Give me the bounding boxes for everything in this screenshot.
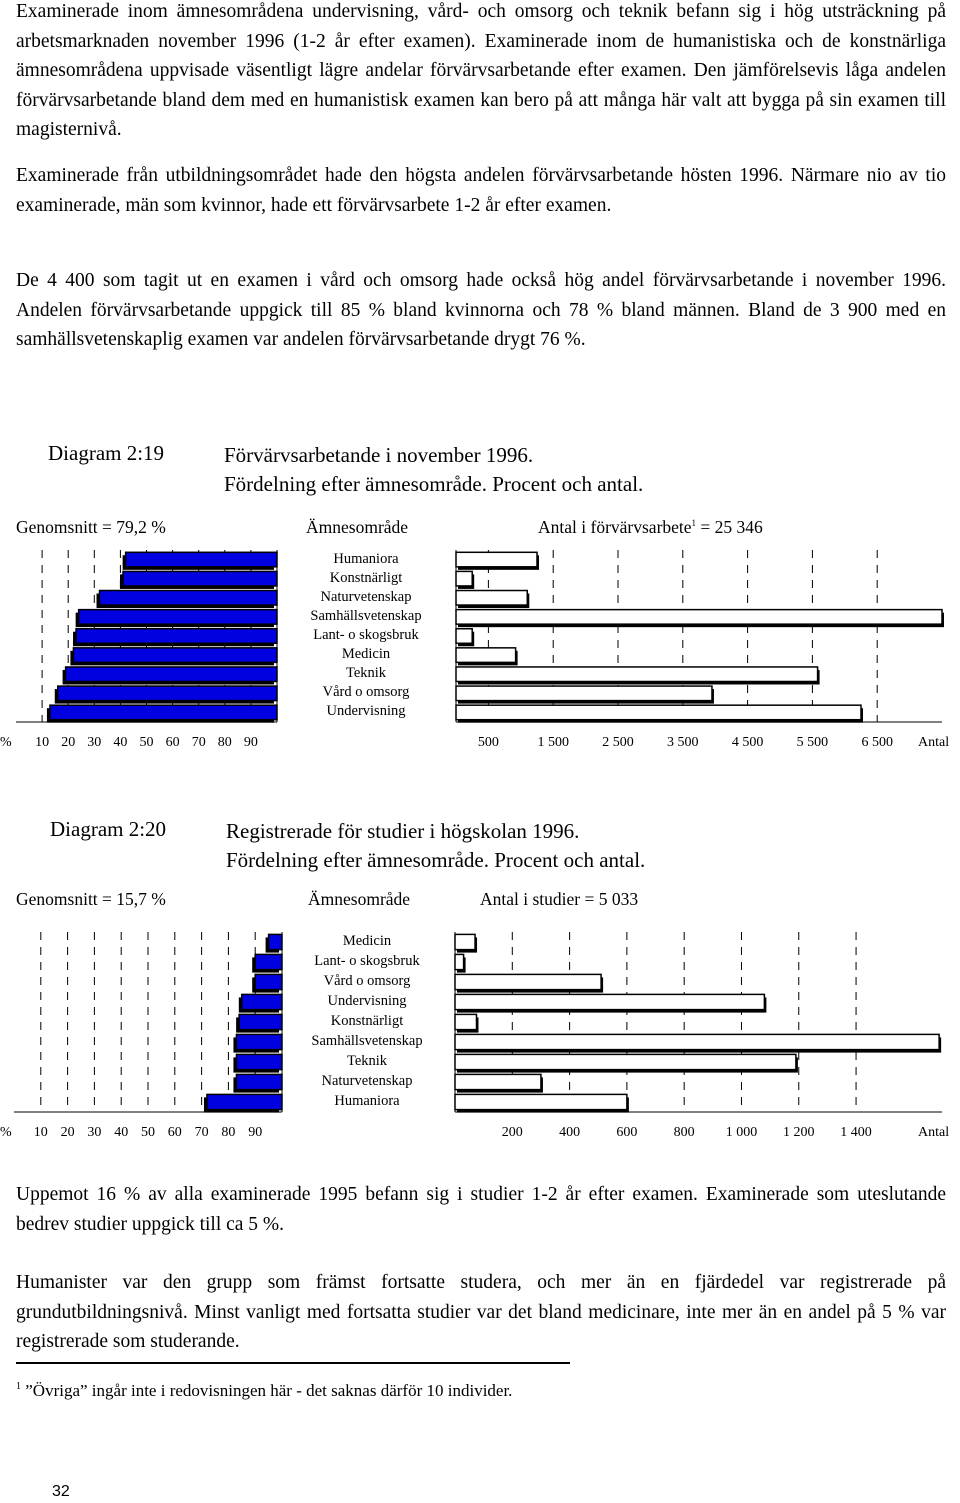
body-paragraph-1: Examinerade inom ämnesområdena undervisning, vård- och omsorg och teknik befann sig i hög utsträckning på arbetsmarknaden november 1996 (1-2 år efter examen). Examinerade inom de humanistiska och de konstnärliga ämnesområdena uppvisade väsentligt lägre andelar förvärvsarbetande efter examen. Den jämförelsevis låga andelen förvärvsarbetande bland dem med en humanistisk examen kan bero på att många här valt att bygga på sin examen till magisternivå. bbox=[16, 1, 946, 141]
count-bar bbox=[455, 1054, 796, 1069]
body-paragraph-4: Uppemot 16 % av alla examinerade 1995 befann sig i studier 1-2 år efter examen. Examinerade som uteslutande bedrev studier uppgick till ca 5 %. bbox=[16, 1184, 946, 1235]
tick-label: 80 bbox=[221, 1125, 236, 1140]
category-label: Teknik bbox=[345, 665, 387, 682]
tick-label: 10 bbox=[33, 1125, 48, 1140]
percent-bar bbox=[207, 1094, 282, 1109]
tick-label: 70 bbox=[191, 735, 206, 750]
category-label: Vård o omsorg bbox=[322, 684, 410, 701]
diagram-number: Diagram 2:20 bbox=[50, 817, 167, 841]
axis-unit-percent: % bbox=[0, 1125, 12, 1140]
tick-label: 70 bbox=[194, 1125, 209, 1140]
tick-label: 90 bbox=[243, 735, 258, 750]
tick-label: 600 bbox=[616, 1125, 638, 1140]
category-label: Konstnärligt bbox=[330, 1013, 404, 1029]
percent-bar bbox=[255, 954, 282, 969]
category-label: Medicin bbox=[342, 933, 392, 949]
percent-bar bbox=[269, 934, 282, 949]
category-label: Medicin bbox=[341, 646, 391, 663]
count-bar bbox=[455, 954, 464, 969]
footnote-divider bbox=[16, 1362, 570, 1364]
tick-label: 90 bbox=[248, 1125, 263, 1140]
tick-label: 6 500 bbox=[861, 735, 893, 750]
tick-label: 40 bbox=[114, 1125, 129, 1140]
percent-bar bbox=[239, 1014, 282, 1029]
count-bar bbox=[455, 994, 764, 1009]
diagram-title-line2: Fördelning efter ämnesområde. Procent och antal. bbox=[224, 472, 644, 496]
axis-unit-count: Antal bbox=[918, 1125, 950, 1140]
subject-area-header: Ämnesområde bbox=[308, 889, 411, 909]
footnote-mark: 1 bbox=[691, 518, 697, 529]
count-header: Antal i studier = 5 033 bbox=[480, 889, 639, 909]
tick-label: 500 bbox=[477, 735, 499, 750]
tick-label: 60 bbox=[165, 735, 180, 750]
diagram-number: Diagram 2:19 bbox=[48, 441, 165, 465]
percent-bar bbox=[236, 1074, 282, 1089]
tick-label: 5 500 bbox=[796, 735, 829, 750]
category-label: Teknik bbox=[346, 1053, 388, 1069]
count-bar bbox=[455, 1094, 627, 1109]
body-paragraph-2: Examinerade från utbildningsområdet hade den högsta andelen förvärvsarbetande hösten 1996. Närmare nio av tio examinerade, män som kvinnor, hade ett förvärvsarbete 1-2 år efter examen. bbox=[16, 165, 946, 216]
percent-bar bbox=[242, 994, 282, 1009]
percent-bar bbox=[255, 974, 282, 989]
tick-label: 200 bbox=[501, 1125, 523, 1140]
count-bar bbox=[455, 1034, 939, 1049]
tick-label: 10 bbox=[35, 735, 50, 750]
category-label: Konstnärligt bbox=[329, 569, 403, 586]
category-label: Vård o omsorg bbox=[323, 973, 411, 989]
diagram-title-line1: Registrerade för studier i högskolan 1996. bbox=[226, 819, 580, 843]
tick-label: 1 200 bbox=[783, 1125, 815, 1140]
axis-unit-percent: % bbox=[0, 735, 12, 750]
tick-label: 30 bbox=[87, 735, 102, 750]
category-label: Humaniora bbox=[334, 1093, 400, 1109]
tick-label: 20 bbox=[61, 735, 76, 750]
category-label: Undervisning bbox=[326, 703, 406, 720]
category-label: Undervisning bbox=[327, 993, 407, 1009]
diagram-title-line2: Fördelning efter ämnesområde. Procent och antal. bbox=[226, 848, 646, 872]
category-label: Lant- o skogsbruk bbox=[313, 627, 419, 643]
percent-bar bbox=[236, 1054, 282, 1069]
tick-label: 20 bbox=[60, 1125, 75, 1140]
category-label: Samhällsvetenskap bbox=[311, 1033, 423, 1049]
diagram-title-line1: Förvärvsarbetande i november 1996. bbox=[224, 443, 534, 467]
average-label: Genomsnitt = 15,7 % bbox=[16, 889, 166, 909]
tick-label: 50 bbox=[141, 1125, 155, 1140]
footnote-mark: 1 bbox=[16, 1381, 21, 1392]
percent-bar bbox=[236, 1034, 282, 1049]
tick-label: 40 bbox=[113, 735, 128, 750]
category-label: Lant- o skogsbruk bbox=[314, 953, 420, 969]
category-label: Naturvetenskap bbox=[321, 1073, 413, 1089]
tick-label: 1 400 bbox=[840, 1125, 872, 1140]
tick-label: 4 500 bbox=[731, 735, 764, 750]
tick-label: 400 bbox=[559, 1125, 581, 1140]
footnote-text: ”Övriga” ingår inte i redovisningen här - det saknas därför 10 individer. bbox=[25, 1381, 513, 1400]
tick-label: 800 bbox=[673, 1125, 695, 1140]
subject-area-header: Ämnesområde bbox=[306, 517, 409, 537]
count-header-text: Antal i förvärvsarbete bbox=[538, 517, 692, 537]
footnote bbox=[16, 1381, 512, 1401]
count-bar bbox=[455, 934, 475, 949]
count-bar bbox=[455, 974, 601, 989]
tick-label: 3 500 bbox=[667, 735, 699, 750]
tick-label: 2 500 bbox=[602, 735, 634, 750]
tick-label: 60 bbox=[167, 1125, 182, 1140]
tick-label: 80 bbox=[217, 735, 232, 750]
category-label: Humaniora bbox=[333, 550, 399, 567]
body-paragraph-5: Humanister var den grupp som främst fortsatte studera, och mer än en fjärdedel var registrerade på grundutbildningsnivå. Minst vanligt med fortsatta studier var det bland medicinare, inte mer än en andel på 5 % var registrerade som studerande. bbox=[16, 1272, 946, 1353]
tick-label: 1 500 bbox=[537, 735, 569, 750]
count-bar bbox=[455, 1074, 541, 1089]
page-number: 32 bbox=[52, 1483, 70, 1500]
tick-label: 1 000 bbox=[725, 1125, 758, 1140]
tick-label: 30 bbox=[87, 1125, 102, 1140]
tick-label: 50 bbox=[139, 735, 154, 750]
axis-unit-count: Antal bbox=[918, 735, 950, 750]
category-label: Samhällsvetenskap bbox=[310, 607, 422, 624]
body-paragraph-3: De 4 400 som tagit ut en examen i vård och omsorg hade också hög andel förvärvsarbetande i november 1996. Andelen förvärvsarbetande uppgick till 85 % bland kvinnorna och 78 % bland männen. Bland de 3 900 med en samhällsvetenskaplig examen var andelen förvärvsarbetande drygt 76 %. bbox=[16, 270, 946, 351]
average-label: Genomsnitt = 79,2 % bbox=[16, 517, 166, 537]
count-header-value: = 25 346 bbox=[696, 517, 763, 537]
count-bar bbox=[455, 1014, 476, 1029]
category-label: Naturvetenskap bbox=[320, 588, 412, 605]
